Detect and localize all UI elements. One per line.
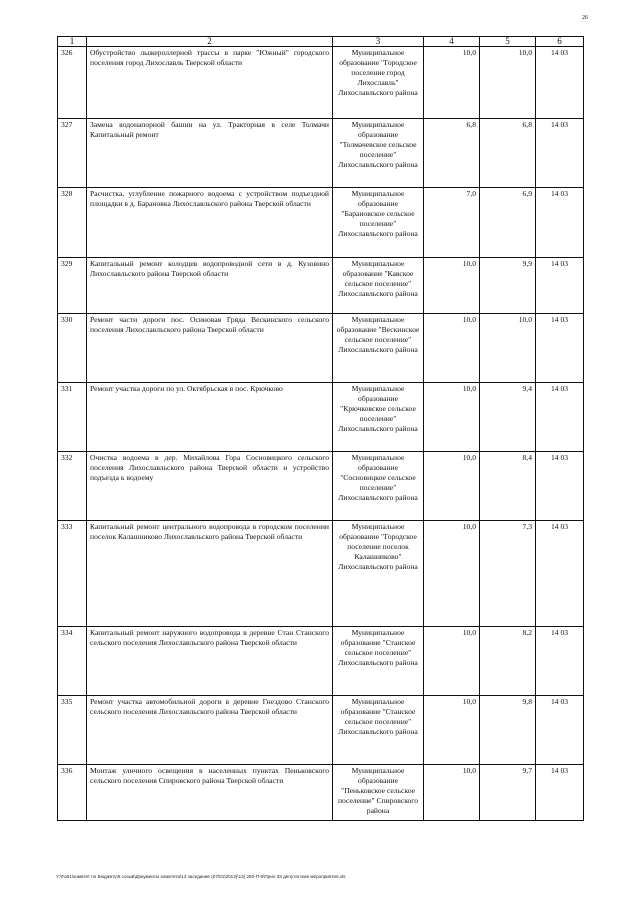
- row-description: Монтаж уличного освещения в населенных пунктах Пеньковского сельского поселения Спировского района Тверской области: [87, 765, 333, 821]
- file-path-footer: Y:\Fa01\комитет по Бюджету\5 созыв\Документы комитета\13 заседание (07\01\2013)\13) 292-П-5\Прил 33 депутатские мероприятия.xls: [56, 874, 346, 879]
- row-plan-value: 10,0: [424, 383, 480, 452]
- table-row: [58, 521, 584, 627]
- table-row: [58, 627, 584, 696]
- row-organization: Муниципальное образование "Сосновицкое сельское поселение" Лихославльского района: [333, 452, 424, 521]
- row-fact-value: 9,9: [480, 258, 536, 314]
- row-description: Капитальный ремонт наружного водопровода в деревне Стан Станского сельского поселения Лихославльского района Тверской области: [87, 627, 333, 696]
- row-code: 14 03: [536, 696, 584, 765]
- row-number: 329: [58, 258, 87, 314]
- row-number: 334: [58, 627, 87, 696]
- row-code: 14 03: [536, 119, 584, 188]
- row-organization: Муниципальное образование "Станское сельское поселение" Лихославльского района: [333, 627, 424, 696]
- column-header: 1: [58, 37, 87, 47]
- table-row: [58, 765, 584, 821]
- row-code: 14 03: [536, 314, 584, 383]
- row-fact-value: 10,0: [480, 314, 536, 383]
- row-code: 14 03: [536, 47, 584, 119]
- row-plan-value: 7,0: [424, 188, 480, 258]
- row-plan-value: 10,0: [424, 47, 480, 119]
- row-fact-value: 8,2: [480, 627, 536, 696]
- row-code: 14 03: [536, 188, 584, 258]
- row-code: 14 03: [536, 383, 584, 452]
- row-number: 333: [58, 521, 87, 627]
- column-header: 6: [536, 37, 584, 47]
- row-description: Ремонт участка автомобильной дороги в деревне Гнездово Станского сельского поселения Лихославльского района Тверской области: [87, 696, 333, 765]
- row-fact-value: 9,8: [480, 696, 536, 765]
- table-row: [58, 119, 584, 188]
- row-plan-value: 10,0: [424, 627, 480, 696]
- row-plan-value: 10,0: [424, 521, 480, 627]
- table-row: [58, 188, 584, 258]
- row-number: 331: [58, 383, 87, 452]
- row-organization: Муниципальное образование "Толмачевское сельское поселение" Лихославльского района: [333, 119, 424, 188]
- column-header: 4: [424, 37, 480, 47]
- appropriations-table: [57, 36, 584, 821]
- row-plan-value: 10,0: [424, 765, 480, 821]
- row-plan-value: 10,0: [424, 314, 480, 383]
- row-number: 326: [58, 47, 87, 119]
- table-row: [58, 47, 584, 119]
- row-number: 330: [58, 314, 87, 383]
- row-number: 327: [58, 119, 87, 188]
- row-plan-value: 10,0: [424, 696, 480, 765]
- table-row: [58, 452, 584, 521]
- row-plan-value: 10,0: [424, 452, 480, 521]
- row-description: Очистка водоема в дер. Михайлова Гора Сосновицкого сельского поселения Лихославльского района Тверской области и устройство подъезда к водоему: [87, 452, 333, 521]
- row-organization: Муниципальное образование "Городское поселение город Лихославль" Лихославльского района: [333, 47, 424, 119]
- row-description: Обустройство лыжероллерной трассы в парке "Южный" городского поселения город Лихославль Тверской области: [87, 47, 333, 119]
- row-fact-value: 7,3: [480, 521, 536, 627]
- header-row: [58, 37, 584, 47]
- row-description: Ремонт участка дороги по ул. Октябрьская в пос. Крючково: [87, 383, 333, 452]
- table-row: [58, 258, 584, 314]
- row-description: Ремонт части дороги пос. Осиновая Гряда Вескинского сельского поселения Лихославльского района Тверской области: [87, 314, 333, 383]
- row-number: 335: [58, 696, 87, 765]
- row-fact-value: 6,9: [480, 188, 536, 258]
- table-row: [58, 314, 584, 383]
- row-code: 14 03: [536, 452, 584, 521]
- row-organization: Муниципальное образование "Барановское сельское поселение" Лихославльского района: [333, 188, 424, 258]
- row-description: Капитальный ремонт колодцев водопроводной сети в д. Кузовино Лихославльского района Тверской области: [87, 258, 333, 314]
- page-number: 26: [582, 15, 588, 21]
- row-description: Капитальный ремонт центрального водопровода в городском поселении поселок Калашниково Лихославльского района Тверской области: [87, 521, 333, 627]
- row-organization: Муниципальное образование "Вескинское сельское поселение" Лихославльского района: [333, 314, 424, 383]
- row-description: Расчистка, углубление пожарного водоема с устройством подъездной площадки в д. Барановка Лихославльского района Тверской области: [87, 188, 333, 258]
- row-fact-value: 9,7: [480, 765, 536, 821]
- table-row: [58, 696, 584, 765]
- row-plan-value: 6,8: [424, 119, 480, 188]
- row-fact-value: 8,4: [480, 452, 536, 521]
- row-description: Замена водонапорной башни на ул. Тракторная в селе Толмачи Капитальный ремонт: [87, 119, 333, 188]
- row-code: 14 03: [536, 521, 584, 627]
- row-fact-value: 9,4: [480, 383, 536, 452]
- row-plan-value: 10,0: [424, 258, 480, 314]
- row-fact-value: 10,0: [480, 47, 536, 119]
- row-number: 328: [58, 188, 87, 258]
- row-number: 336: [58, 765, 87, 821]
- column-header: 5: [480, 37, 536, 47]
- row-fact-value: 6,8: [480, 119, 536, 188]
- column-header: 2: [87, 37, 333, 47]
- row-organization: Муниципальное образование "Городское поселение поселок Калашниково" Лихославльского района: [333, 521, 424, 627]
- row-organization: Муниципальное образование "Пеньковское сельское поселение" Спировского района: [333, 765, 424, 821]
- row-code: 14 03: [536, 258, 584, 314]
- table-row: [58, 383, 584, 452]
- row-code: 14 03: [536, 627, 584, 696]
- row-number: 332: [58, 452, 87, 521]
- row-organization: Муниципальное образование "Крючковское сельское поселение" Лихославльского района: [333, 383, 424, 452]
- row-code: 14 03: [536, 765, 584, 821]
- row-organization: Муниципальное образование "Станское сельское поселение" Лихославльского района: [333, 696, 424, 765]
- column-header: 3: [333, 37, 424, 47]
- row-organization: Муниципальное образование "Кавское сельское поселение" Лихославльского района: [333, 258, 424, 314]
